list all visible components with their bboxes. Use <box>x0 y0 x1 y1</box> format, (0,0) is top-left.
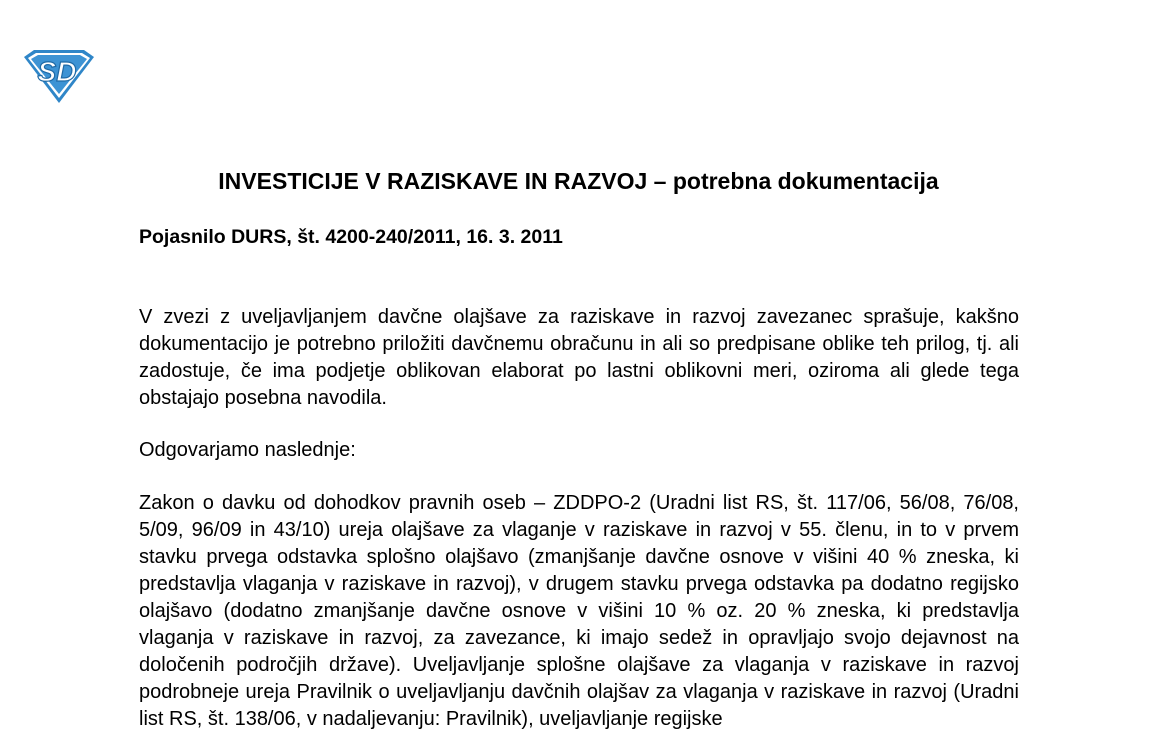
paragraph-answer-intro: Odgovarjamo naslednje: <box>139 439 356 461</box>
paragraph-law-explanation: Zakon o davku od dohodkov pravnih oseb – ZDDPO-2 (Uradni list RS, št. 117/06, 56/08, 76/08, 5/09, 96/09 in 43/10) ureja olajšave za vlaganje v raziskave in razvoj v 55. členu, in to v prvem stavku prvega odstavka splošno olajšavo (zmanjšanje davčne osnove v višini 40 % zneska, ki predstavlja vlaganja v raziskave in razvoj), v drugem stavku prvega odstavka pa dodatno regijsko olajšavo (dodatno zmanjšanje davčne osnove v višini 10 % oz. 20 % zneska, ki predstavlja vlaganja v raziskave in razvoj, za zavezance, ki imajo sedež in opravljajo svojo dejavnost na določenih področjih države). Uveljavljanje splošne olajšave za vlaganja v raziskave in razvoj podrobneje ureja Pravilnik o uveljavljanju davčnih olajšav za vlaganja v raziskave in razvoj (Uradni list RS, št. 138/06, v nadaljevanju: Pravilnik), uveljavljanje regijske <box>139 492 1019 730</box>
logo-text: SD <box>37 56 77 87</box>
paragraph-question: V zvezi z uveljavljanjem davčne olajšave za raziskave in razvoj zavezanec sprašuje, kakšno dokumentacijo je potrebno priložiti davčnemu obračunu in ali so predpisane oblike teh prilog, tj. ali zadostuje, če ima podjetje oblikovan elaborat po lastni oblikovni meri, oziroma ali glede tega obstajajo posebna navodila. <box>139 306 1019 409</box>
document-title: INVESTICIJE V RAZISKAVE IN RAZVOJ – potrebna dokumentacija <box>218 168 939 194</box>
document-subtitle: Pojasnilo DURS, št. 4200-240/2011, 16. 3. 2011 <box>139 226 563 248</box>
sd-diamond-logo-icon <box>22 47 96 105</box>
